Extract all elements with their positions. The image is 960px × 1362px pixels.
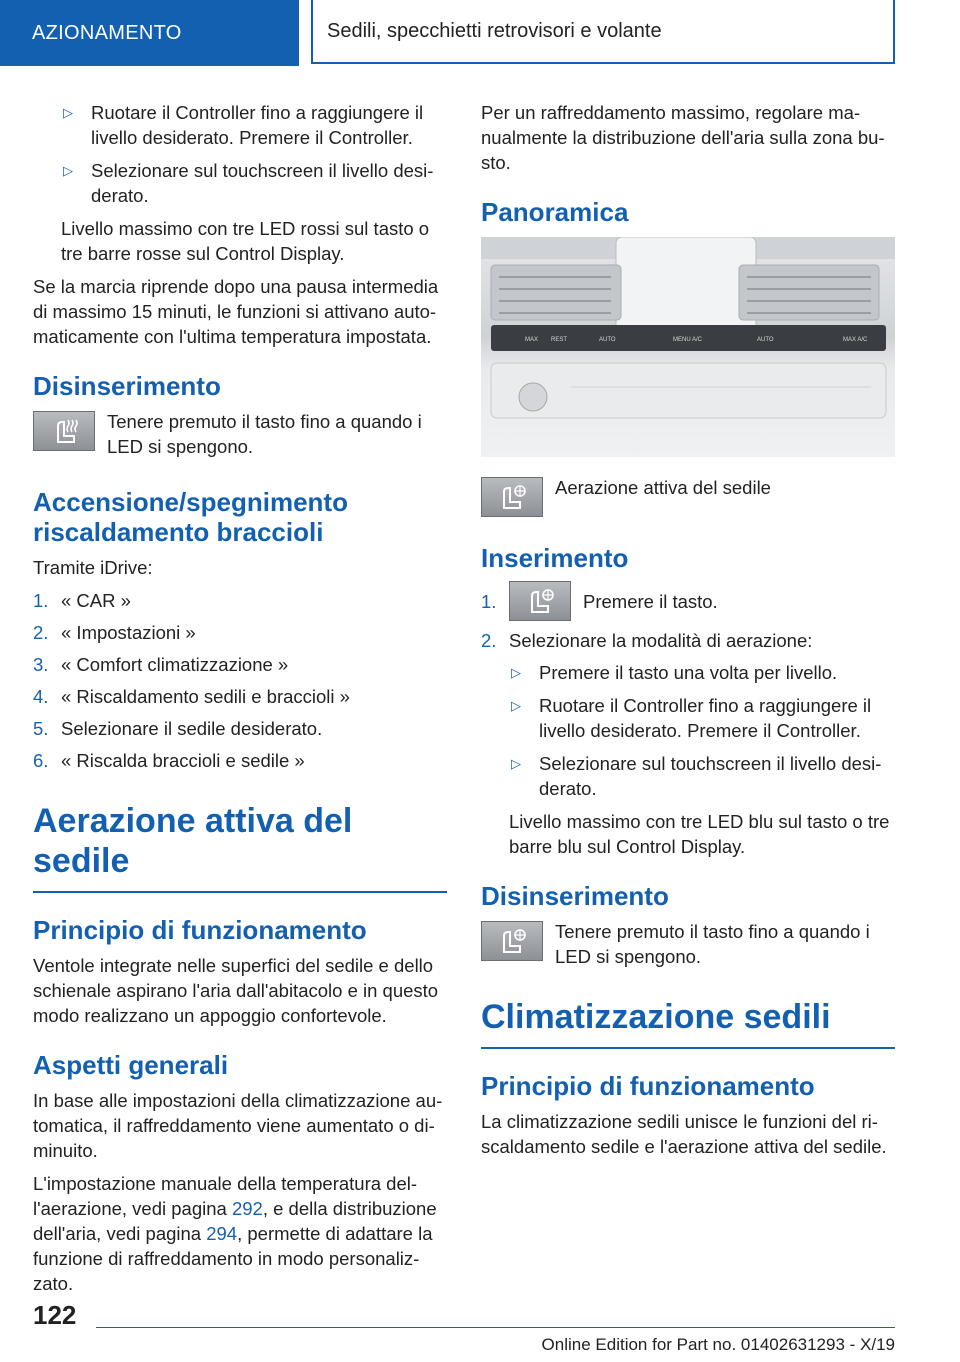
page-link-294[interactable]: 294 bbox=[206, 1223, 238, 1244]
list-item: 1. Premere il tasto. bbox=[481, 581, 895, 621]
triangle-bullet-icon: ▷ bbox=[63, 163, 73, 178]
left-column bbox=[33, 100, 447, 1304]
list-item: 3. « Comfort climatizzazione » bbox=[33, 654, 289, 675]
triangle-bullet-icon: ▷ bbox=[511, 756, 521, 771]
triangle-bullet-icon: ▷ bbox=[511, 698, 521, 713]
off-instruction bbox=[481, 919, 895, 969]
manual-text: L'impostazione manuale della temperatura dell'aerazione, vedi pagina 292, e della distribuzione dell'aria, vedi pagina 294, permette di adattare la funzione di raffreddamento in modo personalizzato. bbox=[33, 1173, 437, 1294]
general-text: In base alle impostazioni della climatizzazione automatica, il raffreddamento viene aumentato o diminuito. bbox=[33, 1090, 443, 1161]
off-text: Tenere premuto il tasto fino a quando i LED si spengono. bbox=[107, 411, 422, 457]
seat-heating-button-icon bbox=[33, 411, 95, 451]
heading-disinserimento: Disinserimento bbox=[481, 881, 669, 911]
heading-principle: Principio di funzionamento bbox=[481, 1071, 815, 1101]
panel-label: REST bbox=[551, 337, 568, 343]
heading-seat-climate: Climatizzazione sedili bbox=[481, 997, 895, 1049]
right-column bbox=[481, 100, 895, 1167]
principle-text: Ventole integrate nelle superfici del sedile e dello schienale aspirano l'aria dall'abitacolo e in questo modo realizzano un appoggio confortevole. bbox=[33, 955, 439, 1026]
climate-panel-photo bbox=[481, 237, 895, 457]
list-item: 2. Selezionare la modalità di aerazione: bbox=[481, 630, 813, 651]
panel-label: AUTO bbox=[599, 337, 616, 343]
panel-label: AUTO bbox=[757, 337, 774, 343]
page-number: 122 bbox=[33, 1300, 77, 1330]
list-item: 6. « Riscalda braccioli e sedile » bbox=[33, 750, 305, 771]
heading-armrest: Accensione/spegnimento riscaldamento braccioli bbox=[33, 487, 348, 547]
off-instruction bbox=[33, 409, 447, 459]
panel-label: MAX bbox=[525, 337, 539, 343]
off-text: Tenere premuto il tasto fino a quando i LED si spengono. bbox=[555, 921, 870, 967]
panel-label: MAX A/C bbox=[843, 337, 868, 343]
climate-text: La climatizzazione sedili unisce le funzioni del riscaldamento sedile e l'aerazione attiva del sedile. bbox=[481, 1111, 887, 1157]
bullet-item: ▷ Selezionare sul touchscreen il livello desiderato. bbox=[63, 160, 434, 206]
heading-inserimento: Inserimento bbox=[481, 543, 629, 573]
page-link-292[interactable]: 292 bbox=[231, 1198, 263, 1219]
heading-principle: Principio di funzionamento bbox=[33, 915, 367, 945]
triangle-bullet-icon: ▷ bbox=[511, 665, 521, 680]
header-title: Sedili, specchietti retrovisori e volante bbox=[311, 0, 895, 64]
bullet-item: ▷ Ruotare il Controller fino a raggiungere il livello desiderato. Premere il Controller. bbox=[511, 695, 872, 741]
seat-ventilation-button-icon bbox=[481, 477, 543, 517]
heading-general: Aspetti generali bbox=[33, 1050, 229, 1080]
footer-divider bbox=[96, 1327, 895, 1328]
armrest-steps bbox=[33, 588, 447, 773]
ventilation-caption bbox=[481, 475, 895, 517]
heading-disinserimento: Disinserimento bbox=[33, 371, 221, 401]
paragraph: Per un raffreddamento massimo, regolare manualmente la distribuzione dell'aria sulla zona busto. bbox=[481, 102, 885, 173]
heading-seat-ventilation: Aerazione attiva del sedile bbox=[33, 801, 447, 893]
bullet-item: ▷ Premere il tasto una volta per livello. bbox=[511, 662, 838, 683]
armrest-intro: Tramite iDrive: bbox=[33, 557, 153, 578]
bullet-item: ▷ Ruotare il Controller fino a raggiungere il livello desiderato. Premere il Controller. bbox=[63, 102, 424, 148]
level-note: Livello massimo con tre LED blu sul tasto o tre barre blu sul Control Display. bbox=[509, 811, 890, 857]
paragraph: Se la marcia riprende dopo una pausa intermedia di massimo 15 minuti, le funzioni si attivano automaticamente con l'ultima temperatura impostata. bbox=[33, 276, 439, 347]
list-item: 2. « Impostazioni » bbox=[33, 622, 196, 643]
list-item: 4. « Riscaldamento sedili e braccioli » bbox=[33, 686, 350, 707]
panel-label: MENU A/C bbox=[673, 337, 703, 343]
list-item: 1. « CAR » bbox=[33, 590, 131, 611]
seat-ventilation-button-icon bbox=[481, 921, 543, 961]
level-note: Livello massimo con tre LED rossi sul tasto o tre barre rosse sul Control Display. bbox=[61, 218, 430, 264]
seat-ventilation-button-icon bbox=[509, 581, 571, 621]
caption-text: Aerazione attiva del sedile bbox=[555, 477, 771, 498]
bullet-item: ▷ Selezionare sul touchscreen il livello desiderato. bbox=[511, 753, 882, 799]
heading-overview: Panoramica bbox=[481, 197, 629, 227]
activation-steps bbox=[481, 581, 895, 653]
header-section: AZIONAMENTO bbox=[0, 0, 299, 66]
edition-note: Online Edition for Part no. 01402631293 - X/19 bbox=[541, 1335, 895, 1354]
triangle-bullet-icon: ▷ bbox=[63, 105, 73, 120]
list-item: 5. Selezionare il sedile desiderato. bbox=[33, 718, 323, 739]
